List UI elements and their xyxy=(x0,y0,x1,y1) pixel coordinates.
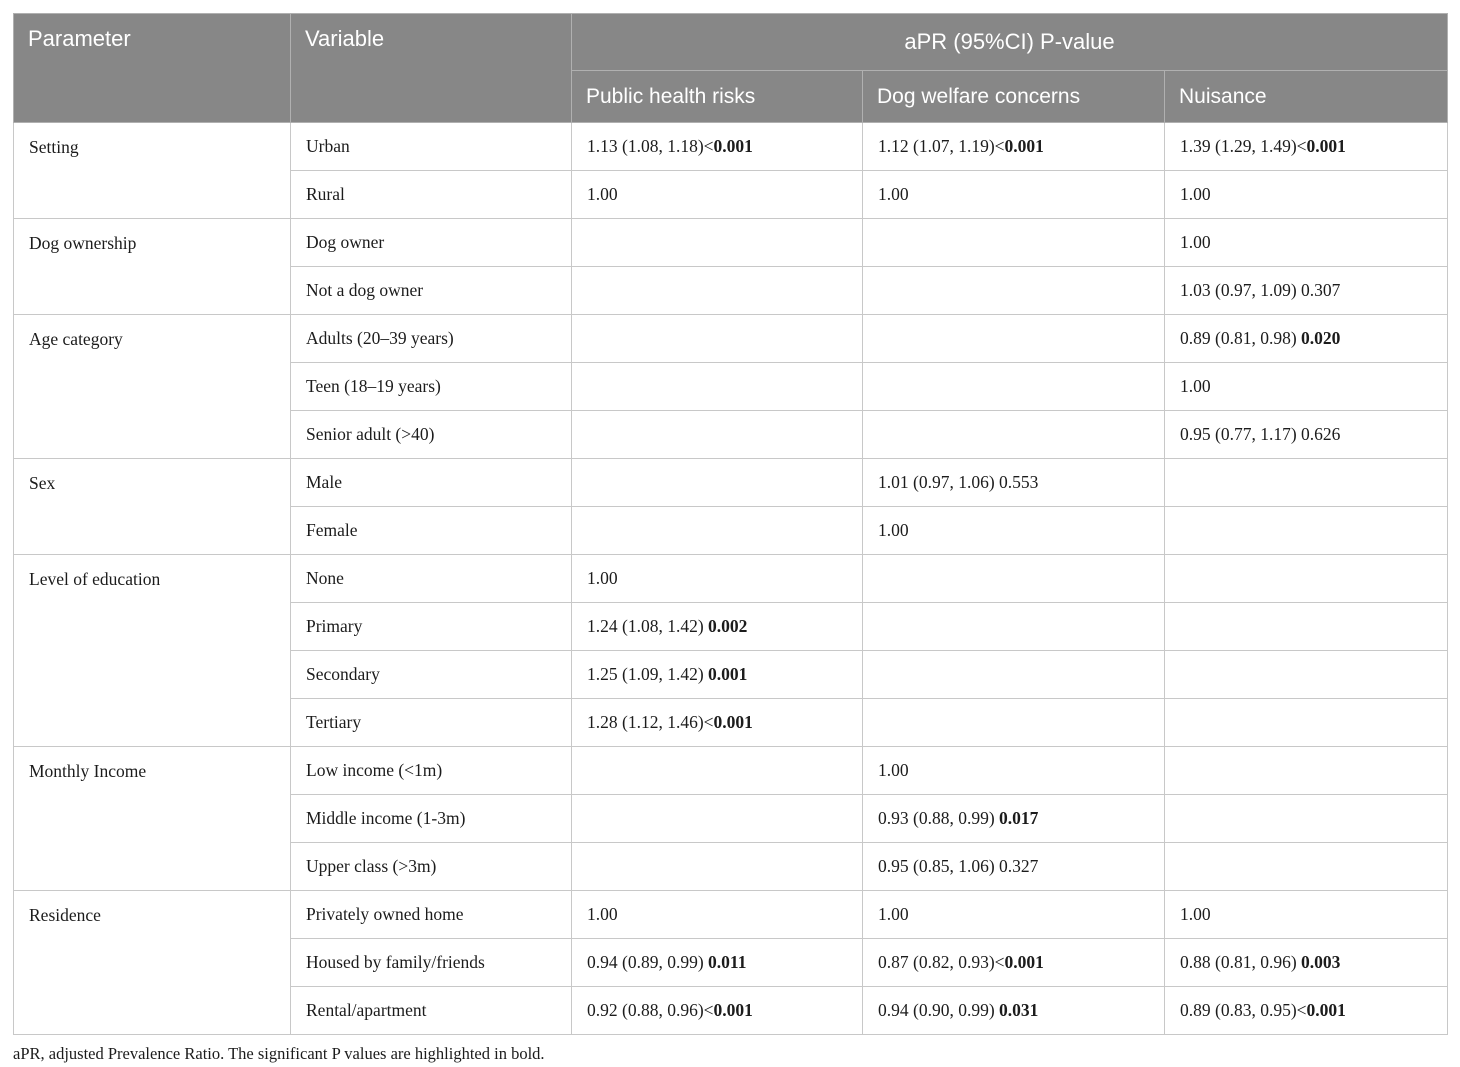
value-text: 1.00 xyxy=(878,904,909,924)
variable-cell: Male xyxy=(291,459,572,507)
table-row xyxy=(14,123,1448,171)
value-cell-public-health-risks xyxy=(572,171,863,219)
table-row xyxy=(14,747,1448,795)
value-text: 0.87 (0.82, 0.93)< xyxy=(878,952,1005,972)
value-cell-public-health-risks xyxy=(572,843,863,891)
value-text: 1.01 (0.97, 1.06) 0.553 xyxy=(878,472,1039,492)
value-cell-public-health-risks xyxy=(572,555,863,603)
value-text: 1.00 xyxy=(878,184,909,204)
table-row xyxy=(14,459,1448,507)
table-row xyxy=(14,555,1448,603)
col-header-dog-welfare-concerns: Dog welfare concerns xyxy=(863,71,1165,123)
value-text: 1.03 (0.97, 1.09) 0.307 xyxy=(1180,280,1341,300)
table-footnote: aPR, adjusted Prevalence Ratio. The significant P values are highlighted in bold. xyxy=(13,1044,545,1063)
value-cell-dog-welfare-concerns xyxy=(863,699,1165,747)
value-cell-nuisance xyxy=(1165,507,1448,555)
value-cell-nuisance xyxy=(1165,219,1448,267)
value-cell-dog-welfare-concerns xyxy=(863,795,1165,843)
value-text: 1.00 xyxy=(1180,232,1211,252)
significant-p-value: 0.017 xyxy=(999,808,1039,828)
parameter-cell: Level of education xyxy=(14,555,291,747)
variable-cell: Low income (<1m) xyxy=(291,747,572,795)
value-cell-public-health-risks xyxy=(572,123,863,171)
value-text: 1.12 (1.07, 1.19)< xyxy=(878,136,1005,156)
value-text: 0.92 (0.88, 0.96)< xyxy=(587,1000,714,1020)
value-text: 1.00 xyxy=(878,520,909,540)
value-cell-public-health-risks xyxy=(572,219,863,267)
value-cell-nuisance xyxy=(1165,939,1448,987)
value-cell-nuisance xyxy=(1165,747,1448,795)
parameter-cell: Dog ownership xyxy=(14,219,291,315)
significant-p-value: 0.001 xyxy=(1004,136,1044,156)
apr-results-table xyxy=(13,13,1448,1035)
parameter-cell: Age category xyxy=(14,315,291,459)
value-text: 1.00 xyxy=(1180,184,1211,204)
variable-cell: Privately owned home xyxy=(291,891,572,939)
value-cell-dog-welfare-concerns xyxy=(863,507,1165,555)
value-text: 0.95 (0.77, 1.17) 0.626 xyxy=(1180,424,1341,444)
value-cell-dog-welfare-concerns xyxy=(863,219,1165,267)
value-cell-nuisance xyxy=(1165,651,1448,699)
value-cell-dog-welfare-concerns xyxy=(863,843,1165,891)
value-cell-public-health-risks xyxy=(572,363,863,411)
value-cell-public-health-risks xyxy=(572,603,863,651)
value-cell-dog-welfare-concerns xyxy=(863,411,1165,459)
value-cell-public-health-risks xyxy=(572,651,863,699)
variable-cell: Housed by family/friends xyxy=(291,939,572,987)
significant-p-value: 0.001 xyxy=(1306,136,1346,156)
significant-p-value: 0.011 xyxy=(708,952,747,972)
col-header-variable: Variable xyxy=(291,14,572,123)
significant-p-value: 0.002 xyxy=(708,616,748,636)
col-header-nuisance: Nuisance xyxy=(1165,71,1448,123)
significant-p-value: 0.001 xyxy=(1004,952,1044,972)
value-cell-dog-welfare-concerns xyxy=(863,315,1165,363)
value-text: 0.94 (0.89, 0.99) xyxy=(587,952,709,972)
variable-cell: Upper class (>3m) xyxy=(291,843,572,891)
significant-p-value: 0.001 xyxy=(1306,1000,1346,1020)
parameter-cell: Setting xyxy=(14,123,291,219)
significant-p-value: 0.031 xyxy=(999,1000,1039,1020)
value-cell-public-health-risks xyxy=(572,891,863,939)
value-cell-dog-welfare-concerns xyxy=(863,267,1165,315)
value-text: 0.89 (0.83, 0.95)< xyxy=(1180,1000,1307,1020)
table-row xyxy=(14,219,1448,267)
value-cell-dog-welfare-concerns xyxy=(863,891,1165,939)
value-text: 0.88 (0.81, 0.96) xyxy=(1180,952,1302,972)
value-cell-nuisance xyxy=(1165,843,1448,891)
value-cell-nuisance xyxy=(1165,315,1448,363)
value-cell-dog-welfare-concerns xyxy=(863,123,1165,171)
value-cell-dog-welfare-concerns xyxy=(863,555,1165,603)
value-cell-nuisance xyxy=(1165,171,1448,219)
value-cell-nuisance xyxy=(1165,459,1448,507)
value-cell-dog-welfare-concerns xyxy=(863,459,1165,507)
variable-cell: Secondary xyxy=(291,651,572,699)
value-cell-nuisance xyxy=(1165,795,1448,843)
value-cell-public-health-risks xyxy=(572,411,863,459)
significant-p-value: 0.001 xyxy=(708,664,748,684)
parameter-cell: Residence xyxy=(14,891,291,1035)
value-text: 0.89 (0.81, 0.98) xyxy=(1180,328,1302,348)
variable-cell: None xyxy=(291,555,572,603)
value-text: 1.00 xyxy=(1180,376,1211,396)
value-cell-nuisance xyxy=(1165,411,1448,459)
value-text: 1.00 xyxy=(878,760,909,780)
variable-cell: Not a dog owner xyxy=(291,267,572,315)
value-cell-nuisance xyxy=(1165,891,1448,939)
value-cell-public-health-risks xyxy=(572,747,863,795)
col-header-parameter: Parameter xyxy=(14,14,291,123)
variable-cell: Urban xyxy=(291,123,572,171)
value-cell-public-health-risks xyxy=(572,987,863,1035)
value-cell-public-health-risks xyxy=(572,459,863,507)
value-cell-nuisance xyxy=(1165,987,1448,1035)
parameter-cell: Sex xyxy=(14,459,291,555)
col-header-apr-group: aPR (95%CI) P-value xyxy=(572,14,1448,71)
value-cell-public-health-risks xyxy=(572,939,863,987)
value-cell-dog-welfare-concerns xyxy=(863,363,1165,411)
significant-p-value: 0.001 xyxy=(713,136,753,156)
value-cell-nuisance xyxy=(1165,555,1448,603)
value-text: 1.13 (1.08, 1.18)< xyxy=(587,136,714,156)
value-text: 1.25 (1.09, 1.42) xyxy=(587,664,709,684)
variable-cell: Dog owner xyxy=(291,219,572,267)
value-cell-dog-welfare-concerns xyxy=(863,651,1165,699)
value-text: 1.28 (1.12, 1.46)< xyxy=(587,712,714,732)
variable-cell: Senior adult (>40) xyxy=(291,411,572,459)
value-cell-public-health-risks xyxy=(572,795,863,843)
header-row-top xyxy=(14,14,1448,71)
col-header-public-health-risks: Public health risks xyxy=(572,71,863,123)
value-text: 0.93 (0.88, 0.99) xyxy=(878,808,1000,828)
value-cell-dog-welfare-concerns xyxy=(863,171,1165,219)
variable-cell: Rental/apartment xyxy=(291,987,572,1035)
value-cell-public-health-risks xyxy=(572,267,863,315)
value-cell-nuisance xyxy=(1165,267,1448,315)
value-text: 1.00 xyxy=(587,568,618,588)
variable-cell: Tertiary xyxy=(291,699,572,747)
value-cell-dog-welfare-concerns xyxy=(863,603,1165,651)
value-text: 1.00 xyxy=(587,184,618,204)
value-text: 0.95 (0.85, 1.06) 0.327 xyxy=(878,856,1039,876)
value-text: 1.00 xyxy=(1180,904,1211,924)
significant-p-value: 0.020 xyxy=(1301,328,1341,348)
significant-p-value: 0.003 xyxy=(1301,952,1341,972)
value-cell-public-health-risks xyxy=(572,507,863,555)
table-body xyxy=(14,123,1448,1035)
value-cell-dog-welfare-concerns xyxy=(863,939,1165,987)
variable-cell: Adults (20–39 years) xyxy=(291,315,572,363)
value-cell-nuisance xyxy=(1165,363,1448,411)
value-cell-dog-welfare-concerns xyxy=(863,987,1165,1035)
value-cell-public-health-risks xyxy=(572,315,863,363)
table-row xyxy=(14,891,1448,939)
table-row xyxy=(14,315,1448,363)
parameter-cell: Monthly Income xyxy=(14,747,291,891)
value-cell-nuisance xyxy=(1165,123,1448,171)
value-cell-public-health-risks xyxy=(572,699,863,747)
value-cell-nuisance xyxy=(1165,699,1448,747)
value-text: 1.24 (1.08, 1.42) xyxy=(587,616,709,636)
variable-cell: Female xyxy=(291,507,572,555)
variable-cell: Middle income (1-3m) xyxy=(291,795,572,843)
significant-p-value: 0.001 xyxy=(713,1000,753,1020)
value-text: 1.00 xyxy=(587,904,618,924)
variable-cell: Rural xyxy=(291,171,572,219)
value-text: 1.39 (1.29, 1.49)< xyxy=(1180,136,1307,156)
table-header xyxy=(14,14,1448,123)
variable-cell: Primary xyxy=(291,603,572,651)
value-cell-dog-welfare-concerns xyxy=(863,747,1165,795)
variable-cell: Teen (18–19 years) xyxy=(291,363,572,411)
significant-p-value: 0.001 xyxy=(713,712,753,732)
value-text: 0.94 (0.90, 0.99) xyxy=(878,1000,1000,1020)
value-cell-nuisance xyxy=(1165,603,1448,651)
